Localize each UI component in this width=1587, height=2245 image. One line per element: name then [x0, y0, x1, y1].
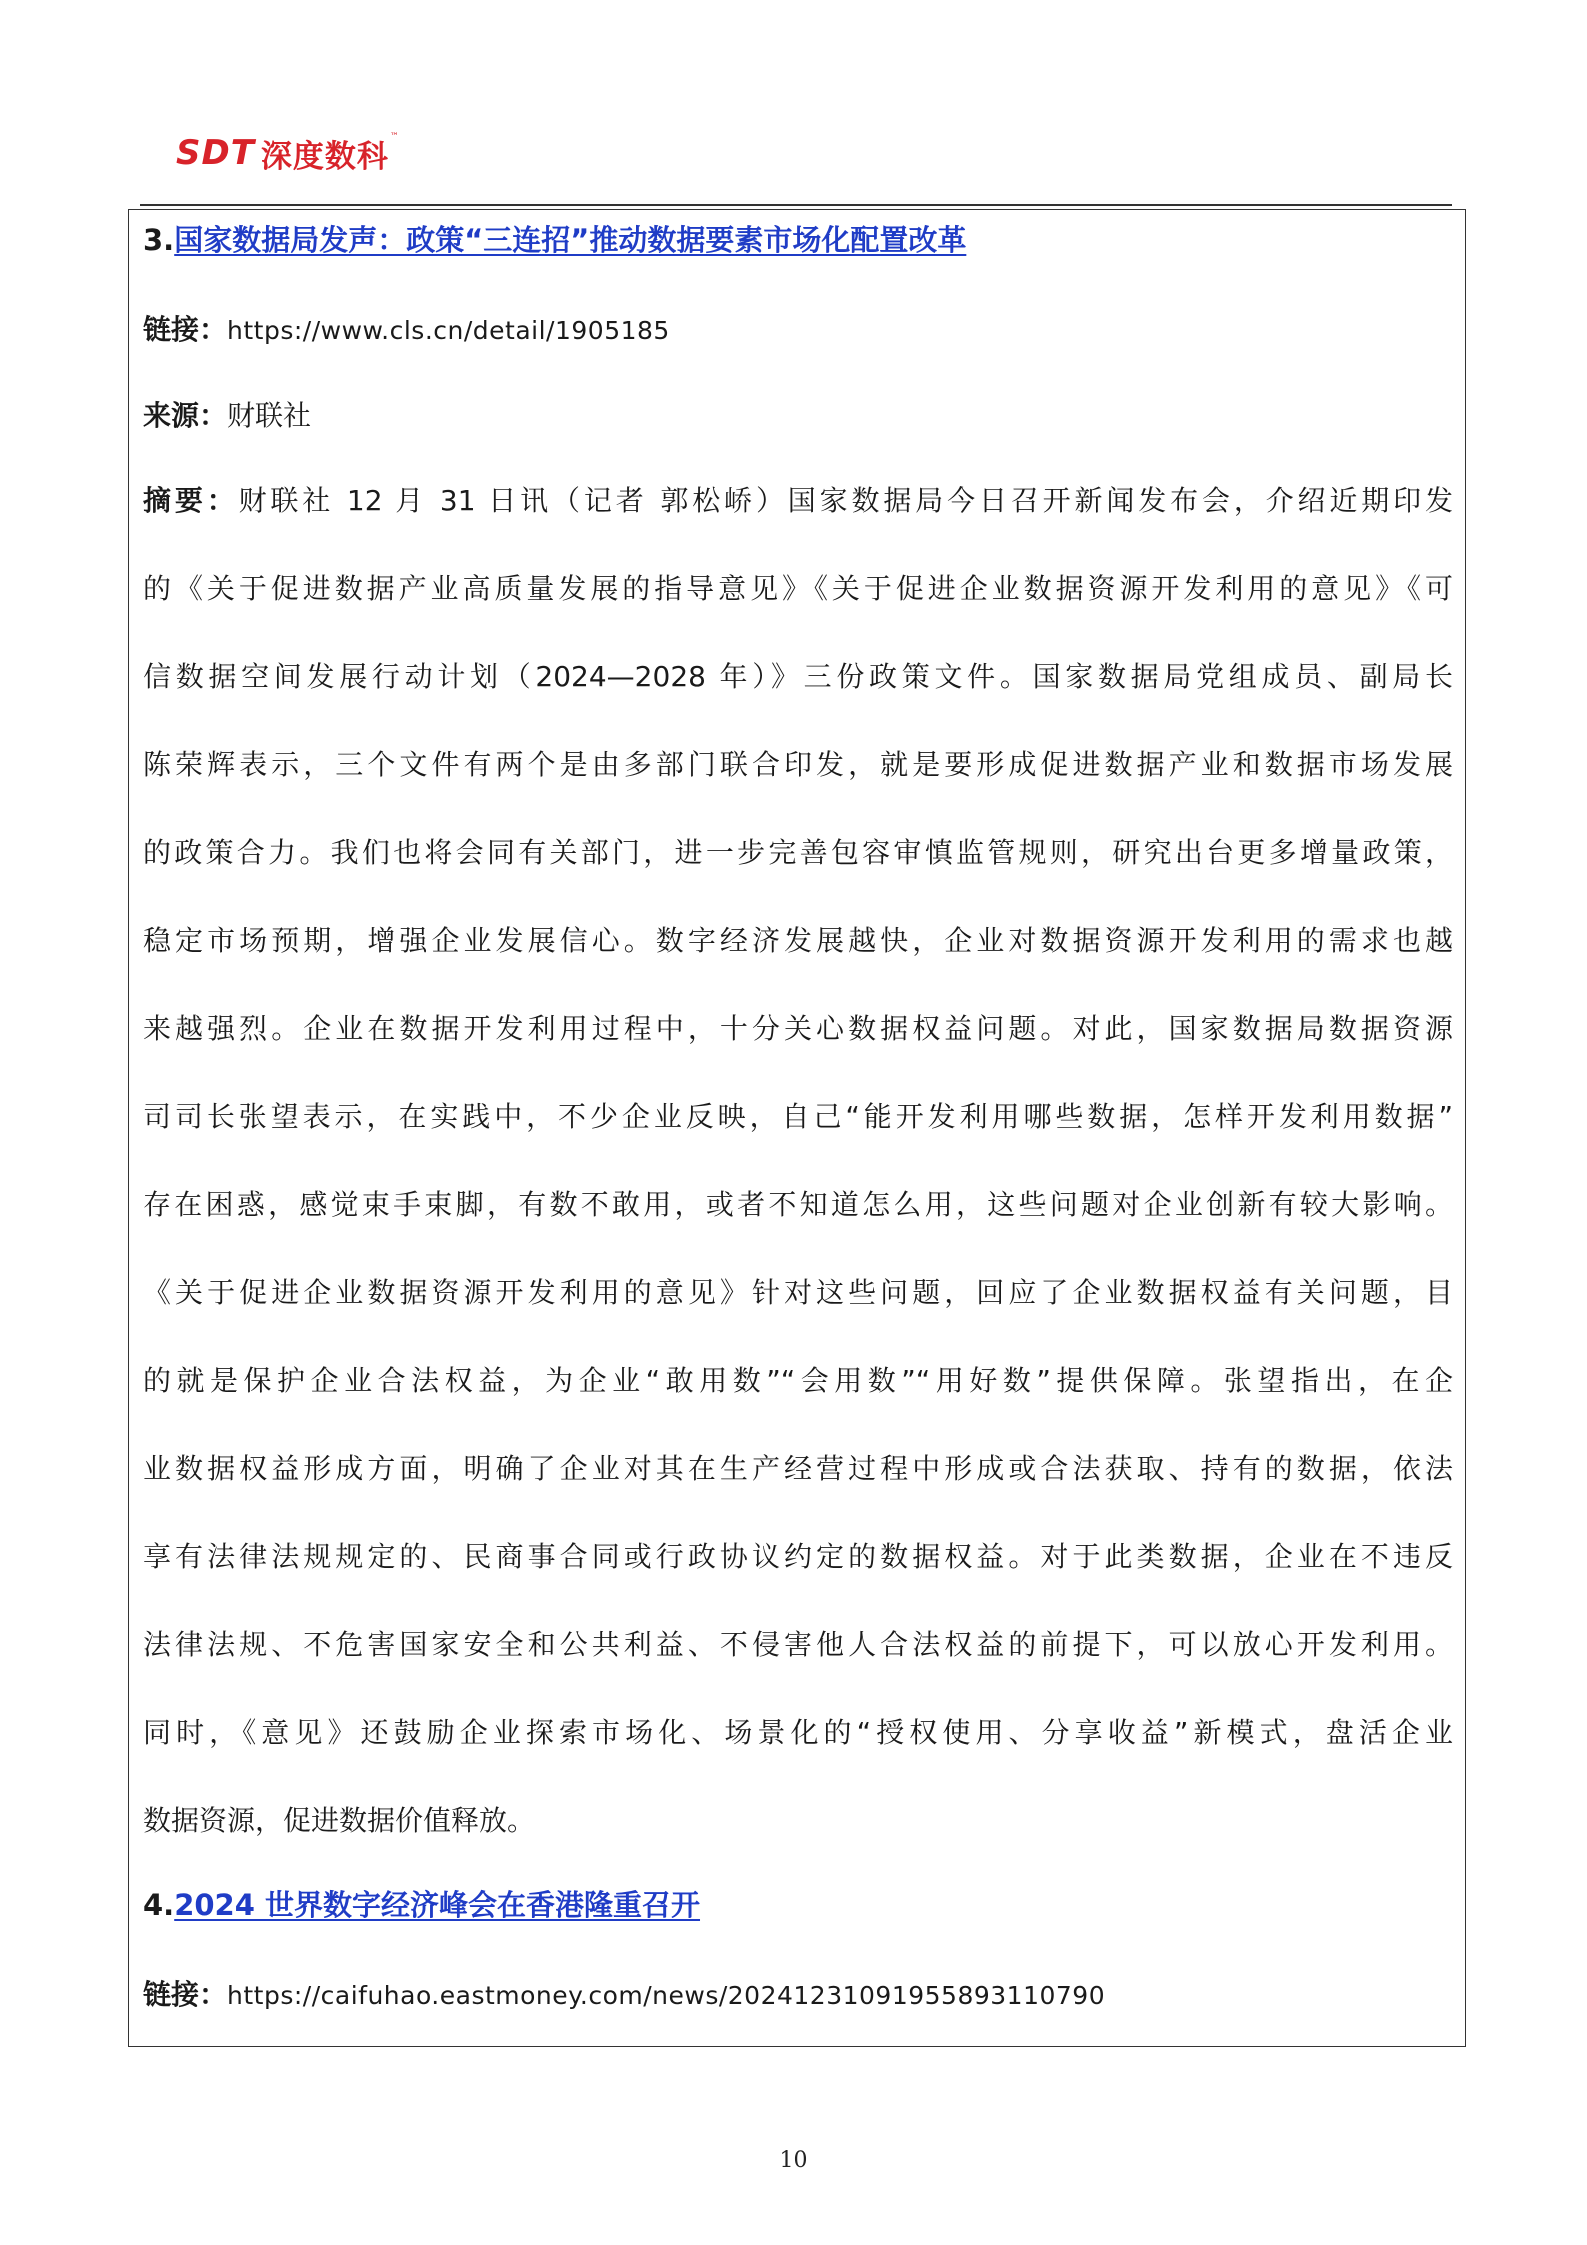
- summary-line: 法律法规、不危害国家安全和公共利益、不侵害他人合法权益的前提下，可以放心开发利用。: [143, 1628, 1453, 1661]
- news-item-3-heading: [143, 220, 966, 260]
- summary-label: 摘要：: [143, 484, 239, 517]
- news-item-number: 3.: [143, 223, 175, 257]
- summary-line: 《关于促进企业数据资源开发利用的意见》针对这些问题，回应了企业数据权益有关问题，目: [143, 1276, 1453, 1309]
- news-item-4-heading: [143, 1885, 700, 1925]
- summary-line: 的政策合力。我们也将会同有关部门，进一步完善包容审慎监管规则，研究出台更多增量政策，: [143, 836, 1453, 869]
- link-url[interactable]: https://caifuhao.eastmoney.com/news/20241231091955893110790: [227, 1981, 1106, 2010]
- news-item-3-summary: [143, 481, 1453, 1889]
- logo-text: 深度数科: [260, 138, 389, 175]
- news-item-4-link-row: [143, 1975, 1105, 2016]
- summary-line: 来越强烈。企业在数据开发利用过程中，十分关心数据权益问题。对此，国家数据局数据资源: [143, 1012, 1453, 1045]
- news-item-3-source-row: [143, 396, 311, 436]
- page-number: 10: [779, 2148, 808, 2173]
- summary-line: 陈荣辉表示，三个文件有两个是由多部门联合印发，就是要形成促进数据产业和数据市场发展: [143, 748, 1453, 781]
- company-logo: [176, 128, 399, 178]
- summary-line: 数据资源，促进数据价值释放。: [143, 1804, 536, 1837]
- summary-line: 的《关于促进数据产业高质量发展的指导意见》《关于促进企业数据资源开发利用的意见》《可: [143, 572, 1453, 605]
- source-value: 财联社: [227, 399, 312, 432]
- summary-line: 同时，《意见》还鼓励企业探索市场化、场景化的“授权使用、分享收益”新模式，盘活企业: [143, 1716, 1453, 1749]
- news-item-number: 4.: [143, 1888, 175, 1922]
- news-item-title-link[interactable]: 2024 世界数字经济峰会在香港隆重召开: [174, 1888, 701, 1922]
- news-content-box: [128, 209, 1466, 2047]
- news-item-3-link-row: [143, 310, 670, 351]
- summary-line: 信数据空间发展行动计划（2024—2028 年）》三份政策文件。国家数据局党组成员、副局长: [143, 660, 1453, 693]
- link-url[interactable]: https://www.cls.cn/detail/1905185: [227, 316, 670, 345]
- logo-trademark: ™: [389, 132, 399, 142]
- summary-line: 业数据权益形成方面，明确了企业对其在生产经营过程中形成或合法获取、持有的数据，依法: [143, 1452, 1453, 1485]
- source-label: 来源：: [143, 399, 228, 432]
- header-divider: [140, 204, 1452, 206]
- logo-mark: SDT: [176, 133, 255, 173]
- summary-line: 的就是保护企业合法权益，为企业“敢用数”“会用数”“用好数”提供保障。张望指出，在企: [143, 1364, 1453, 1397]
- summary-line: 享有法律法规规定的、民商事合同或行政协议约定的数据权益。对于此类数据，企业在不违反: [143, 1540, 1453, 1573]
- summary-line: 摘要：财联社 12 月 31 日讯（记者 郭松峤）国家数据局今日召开新闻发布会，介绍近期印发: [143, 484, 1453, 517]
- summary-line: 稳定市场预期，增强企业发展信心。数字经济发展越快，企业对数据资源开发利用的需求也越: [143, 924, 1453, 957]
- link-label: 链接：: [143, 1978, 228, 2011]
- summary-line: 司司长张望表示，在实践中，不少企业反映，自己“能开发利用哪些数据，怎样开发利用数据”: [143, 1100, 1453, 1133]
- news-item-title-link[interactable]: 国家数据局发声：政策“三连招”推动数据要素市场化配置改革: [174, 223, 967, 257]
- summary-line: 存在困惑，感觉束手束脚，有数不敢用，或者不知道怎么用，这些问题对企业创新有较大影响。: [143, 1188, 1453, 1221]
- link-label: 链接：: [143, 313, 228, 346]
